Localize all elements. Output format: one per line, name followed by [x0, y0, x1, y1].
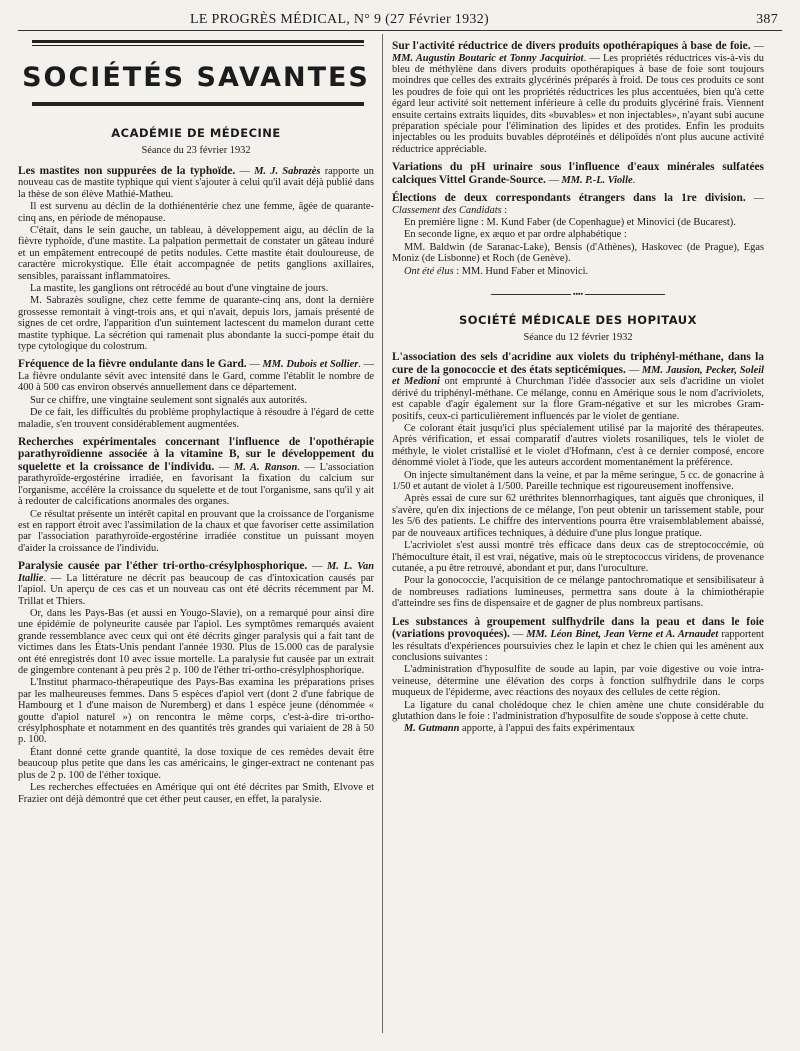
paragraph: Après essai de cure sur 62 uréthrites blennorrhagiques, tant aiguës que chroniques, il s'avère, qu'en dix injections de ce mélange, l'on peut obtenir un tarissement stable, pour les 5/6 des patients. Le chiffre des interventions pourra être vraisemblablement abaissé, par de nouveaux artifices techniques, à déduire d'une plus longue pratique. — [392, 493, 764, 539]
article-text: rapportent les résultats d'expériences poursuivies chez le lapin et chez le chien qui les amènent aux conclusions suivantes : — [392, 629, 765, 663]
paragraph: Or, dans les Pays-Bas (et aussi en Yougo-Slavie), on a remarqué pour ainsi dire une épidémie de polyneurite causée par l'apiol. Les symptômes remarqués avaient grande ressemblance avec ceux qui ont été décrits ginger paralysis qui a fait tant de victimes dans les États-Unis pendant l'année 1930. Plus de 15.000 cas de paralysie ont été enregistrés dont 10 avec issue mortelle. La paralysie fut causée par un extrait de gingembre contenant à peu près 2 p. 100 de l'éther tri-ortho-crésylphosphorique. — [18, 608, 374, 677]
article-authors: M. A. Ranson — [234, 461, 298, 473]
article — [18, 165, 374, 353]
rubric-title: SOCIÉTÉS SAVANTES — [22, 62, 370, 93]
article-text: apporte, à l'appui des faits expérimentaux — [459, 723, 635, 735]
article — [392, 192, 764, 277]
paragraph — [392, 266, 764, 277]
paragraph: L'Institut pharmaco-thérapeutique des Pays-Bas examina les préparations prises par les malheureuses femmes. Dans 5 espèces d'apiol vert (dont 2 d'une fabrique de Hambourg et 1 d'une maison de Nuremberg) et dans 1 espèce jeune (dénommée « goutte d'apiol naturel ») on rencontra le même corps, c'est-à-dire tri-ortho-crésylphosphate et notamment en des quantités très grandes qui variaient de 28 à 50 p. 100. — [18, 677, 374, 746]
article-title: Les substances à groupement sulfhydrile dans la peau et dans le foie (variations provoquées). — [392, 615, 764, 641]
journal-title: LE PROGRÈS MÉDICAL, N° 9 (27 Février 1932) — [190, 12, 489, 27]
article — [18, 560, 374, 805]
article-authors: M. J. Sabrazès — [254, 165, 321, 177]
paragraph: Pour la gonococcie, l'acquisition de ce mélange pantochromatique et sensibilisateur à de nombreuses radiations lumineuses, permettra sans doute à la chimiothérapie d'atteindre ses fins de dispensaire et de gagner de plus nombreux partisans. — [392, 575, 764, 610]
article-authors: M. L. Van Itallie — [18, 561, 374, 584]
article — [18, 436, 374, 554]
paragraph: MM. Baldwin (de Saranac-Lake), Bensis (d'Athènes), Haskovec (de Prague), Egas Moniz (de Lisbonne) et Roch (de Genève). — [392, 241, 764, 265]
elected-names: : MM. Hund Faber et Minovici. — [453, 265, 589, 277]
article-text: ont emprunté à Churchman l'idée d'associer aux sels d'acridine un violet dérivé du triphényl-méthane. Ce mélange, connu en Amérique sous le nom d'acriviolets, est capable d'agir également sur la flore Gram-négative et sur les microbes Gram-positifs, ceux-ci particulièrement influencés par le violet de gentiane. — [392, 376, 764, 422]
paragraph: On injecte simultanément dans la veine, et par la même seringue, 5 cc. de gonacrine à 1/50 et autant de violet à 1/500. Pareille technique est rigoureusement inoffensive. — [392, 469, 764, 493]
article-title: Élections de deux correspondants étrangers dans la 1re division. — [392, 192, 746, 205]
article-text: . — La littérature ne décrit pas beaucoup de cas d'intoxication causés par l'apiol. Un aperçu de ces cas et un nouveau cas ont été décrits récemment par M. Trillat et Thiers. — [18, 572, 374, 607]
session-date: Séance du 23 février 1932 — [141, 145, 251, 157]
article-title: Sur l'activité réductrice de divers produits opothérapiques à base de foie. — [392, 40, 751, 52]
paragraph: L'administration d'hyposulfite de soude au lapin, par voie digestive ou voie intra-veineuse, détermine une élévation des corps à fonction sulfhydrile dans le corps muqueux de l'épiderme, avec réactions des noyaux des cellules de cette région. — [392, 664, 764, 699]
classement-label: Classement des Candidats — [392, 204, 502, 216]
elected-label: Ont été élus — [404, 265, 454, 277]
article-title: Les mastites non suppurées de la typhoïde. — [18, 164, 236, 177]
article-lead: Les mastites non suppurées de la typhoïde. — M. J. Sabrazès rapporte un nouveau cas de mastite typhique qui vient s'ajouter à celui qu'il avait déjà publié dans la thèse de son élève Mathié-Matheu. — [18, 164, 374, 200]
article-title: Recherches expérimentales concernant l'influence de l'opothérapie parathyroïdienne associée à la vitamine B, sur le développement du squelette et la croissance de l'individu. — [18, 435, 374, 473]
section-heading: ACADÉMIE DE MÉDECINE — [111, 126, 281, 140]
article-lead: Élections de deux correspondants étrangers dans la 1re division. — Classement des Candidats : — [392, 192, 764, 216]
article-title: Paralysie causée par l'éther tri-ortho-crésylphosphorique. — [18, 560, 308, 573]
paragraph: Ce résultat présente un intérêt capital en prouvant que la croissance de l'organisme est en rapport étroit avec l'assimilation de la chaux et que favoriser cette assimilation par l'association parathyroïde-ergostérine irradiée constitue un puissant moyen d'aider la croissance de l'individu. — [18, 508, 374, 554]
article-title: L'association des sels d'acridine aux violets du triphényl-méthane, dans la cure de la gonococcie et des états septicémiques. — [392, 351, 764, 376]
paragraph: Ce colorant était jusqu'ici plus spécialement utilisé par la majorité des thérapeutes. Après vérification, et essai comparatif d'autres violets rosaniliques, tels le violet de méthyle, le violet cristallisé et le violet d'Hofmann, c'est à ce dernier composé, encore dénommé violet à l'iode, que les auteurs accordent momentanément la préférence. — [392, 423, 764, 469]
article-text: rapporte un nouveau cas de mastite typhique qui vient s'ajouter à celui qu'il avait déjà publié dans la thèse de son élève Mathié-Matheu. — [18, 165, 374, 200]
header-rule — [18, 30, 782, 31]
paragraph: La mastite, les ganglions ont rétrocédé au bout d'une vingtaine de jours. — [30, 282, 329, 294]
article-authors: M. Gutmann — [404, 723, 460, 735]
article-authors: MM. Dubois et Sollier — [262, 359, 359, 371]
paragraph: L'acriviolet s'est aussi montré très efficace dans deux cas de streptococcémie, où l'hémoculture était, il est vrai, négative, mais où le streptococcus viridens, de provenance cutanée, a pu être retrouvé, abondant et pur, dans l'uroculture. — [392, 540, 764, 574]
article — [18, 358, 374, 430]
paragraph — [392, 723, 764, 734]
paragraph: En seconde ligne, ex æquo et par ordre alphabétique : — [404, 229, 627, 241]
article-authors: MM. P.-L. Violle — [561, 174, 633, 186]
section-separator: ▪▪▪▪ — [392, 289, 764, 301]
article-lead: Sur l'activité réductrice de divers produits opothérapiques à base de foie. — MM. Augustin Boutaric et Tonny Jacquiriot. — Les propriétés réductrices vis-à-vis du bleu de méthylène dans divers produits opothérapiques à base de foie sont toujours moindres que celles des extraits glycérinés préparés à froid. De tous ces produits ce sont les poudres de foie qui ont les propriétés réductrices les plus accentuées, bien qu'à cette égard leur activité soit nettement inférieure à celle du produits glycériné frais. Viennent ensuite certains extraits liquides, dits «buvables» et non injectables», n'ayant subi aucune préparation spéciale pour l'élimination des lipides et des protides. Enfin les produits injectables ou les produits buvables déprotéinés et délipoïdés n'ont plus aucune activité réductrice appréciable. — [392, 40, 764, 155]
left-column — [18, 40, 374, 806]
article — [392, 161, 764, 186]
article-lead: L'association des sels d'acridine aux violets du triphényl-méthane, dans la cure de la gonococcie et des états septicémiques. — MM. Jausion, Pecker, Soleil et Medioni ont emprunté à Churchman l'idée d'associer aux sels d'acridine un violet dérivé du triphényl-méthane. Ce mélange, connu en Amérique sous le nom d'acriviolets, est capable d'agir également sur la flore Gram-négative et sur les microbes Gram-positifs, ceux-ci particulièrement influencés par le violet de gentiane. — [392, 351, 764, 422]
paragraph: Sur ce chiffre, une vingtaine seulement sont signalés aux autorités. — [30, 394, 308, 406]
paragraph: Il est survenu au déclin de la dothiénentérie chez une femme, âgée de quarante-cinq ans, en période de ménopause. — [18, 201, 374, 224]
article-authors: MM. Augustin Boutaric et Tonny Jacquiriot — [392, 52, 584, 64]
article — [392, 351, 764, 609]
article-text: . — La fièvre ondulante sévit avec intensité dans le Gard, comme l'établit le nombre de 400 à 500 cas environ observés annuellement dans ce département. — [18, 359, 374, 394]
article-lead: Paralysie causée par l'éther tri-ortho-crésylphosphorique. — M. L. Van Itallie. — La littérature ne décrit pas beaucoup de cas d'intoxication causés par l'apiol. Un aperçu de ces cas et un nouveau cas ont été décrits récemment par M. Trillat et Thiers. — [18, 560, 374, 607]
article — [392, 40, 764, 155]
paragraph: M. Sabrazès souligne, chez cette femme de quarante-cinq ans, dont la dernière grossesse remontait à vingt-trois ans, et qui n'avait, depuis lors, jamais présenté de signes de cet ordre, l'apparition d'un suintement lactescent du mamelon durant cette mastite typhique. La sécrétion qui ramenait plus abondante la succi-pompe était du type cytologique du colostrum. — [18, 295, 374, 352]
column-rule — [382, 34, 383, 1033]
paragraph: C'était, dans le sein gauche, un tableau, à développement aigu, au déclin de la fièvre typhoïde, d'une mastite. La palpation permettait de constater un gâteau induré et un empâtement entrecoupé de petits nodules. Cette mastite était douloureuse, de caractère microkystique. Elle était accompagnée de petits ganglions axillaires, sensibles, paraissant inflammatoires. — [18, 224, 374, 282]
paragraph: De ce fait, les difficultés du problème prophylactique à résoudre à l'égard de cette maladie, s'en trouvent considérablement augmentées. — [18, 407, 374, 430]
paragraph: En première ligne : M. Kund Faber (de Copenhague) et Minovici (de Bucarest). — [404, 217, 736, 229]
article-title: Fréquence de la fièvre ondulante dans le Gard. — [18, 358, 247, 371]
page-number: 387 — [756, 12, 778, 27]
rubric-bottom-rule — [32, 103, 364, 106]
article-text: . — [632, 174, 636, 186]
article-lead: Fréquence de la fièvre ondulante dans le Gard. — MM. Dubois et Sollier. — La fièvre ondulante sévit avec intensité dans le Gard, comme l'établit le nombre de 400 à 500 cas environ observés annuellement dans ce département. — [18, 358, 374, 394]
article-authors: MM. Léon Binet, Jean Verne et A. Arnaudet — [526, 629, 719, 641]
paragraph: Les recherches effectuées en Amérique qui ont été décrites par Smith, Elvove et Frazier ont déjà démontré que cet éther peut causer, en effet, la paralysie. — [18, 782, 374, 805]
paragraph: La ligature du canal cholédoque chez le chien amène une chute considérable du glutathion dans le foie : l'administration d'hyposulfite de soude s'oppose à cette chute. — [392, 699, 764, 722]
article-lead: Recherches expérimentales concernant l'influence de l'opothérapie parathyroïdienne associée à la vitamine B, sur le développement du squelette et la croissance de l'individu. — M. A. Ranson. — L'association parathyroïde-ergostérine irradiée, en favorisant la fixation du calcium sur l'organisme, accélère la croissance du squelette et de tout l'organisme, sans qu'il y ait à redouter de calcifications anormales des organes. — [18, 435, 374, 508]
rubric-top-rule-thin — [32, 45, 364, 46]
rubric-top-rule — [32, 40, 364, 43]
article-lead: Les substances à groupement sulfhydrile dans la peau et dans le foie (variations provoquées). — MM. Léon Binet, Jean Verne et A. Arnaudet rapportent les résultats d'expériences poursuivies chez le lapin et chez le chien qui les amènent aux conclusions suivantes : — [392, 615, 765, 663]
right-column — [392, 40, 764, 736]
article-text: . — L'association parathyroïde-ergostérine irradiée, en favorisant la fixation du calcium sur l'organisme, accélère la croissance du squelette et de tout l'organisme, sans qu'il y ait à redouter de calcifications anormales des organes. — [18, 461, 374, 508]
article — [392, 616, 764, 735]
article-authors: MM. Jausion, Pecker, Soleil et Medioni — [392, 364, 764, 388]
session-date: Séance du 12 février 1932 — [523, 332, 633, 343]
paragraph: Étant donné cette grande quantité, la dose toxique de ces remèdes devait être beaucoup plus petite que dans les cas américains, le ginger-extract ne contenant pas plus de 2 p. 100 de l'éther toxique. — [18, 746, 374, 781]
section-heading: SOCIÉTÉ MÉDICALE DES HOPITAUX — [459, 312, 697, 327]
article-lead: Variations du pH urinaire sous l'influence d'eaux minérales sulfatées calciques Vittel Grande-Source. — MM. P.-L. Violle. — [392, 161, 764, 186]
article-text: . — Les propriétés réductrices vis-à-vis du bleu de méthylène dans divers produits opothérapiques à base de foie sont toujours moindres que celles des extraits glycérinés préparés à froid. De tous ces produits ce sont les poudres de foie qui ont les propriétés réductrices les plus accentuées, bien qu'à cette égard leur activité soit nettement inférieure à celle du produits glycériné frais. Viennent ensuite certains extraits liquides, dits «buvables» et non injectables», n'ayant subi aucune préparation spéciale pour l'élimination des lipides et des protides. Enfin les produits injectables ou les produits buvables déprotéinés et délipoïdés n'ont plus aucune activité réductrice appréciable. — [392, 52, 764, 155]
article-title: Variations du pH urinaire sous l'influence d'eaux minérales sulfatées calciques Vittel Grande-Source. — [392, 161, 764, 186]
